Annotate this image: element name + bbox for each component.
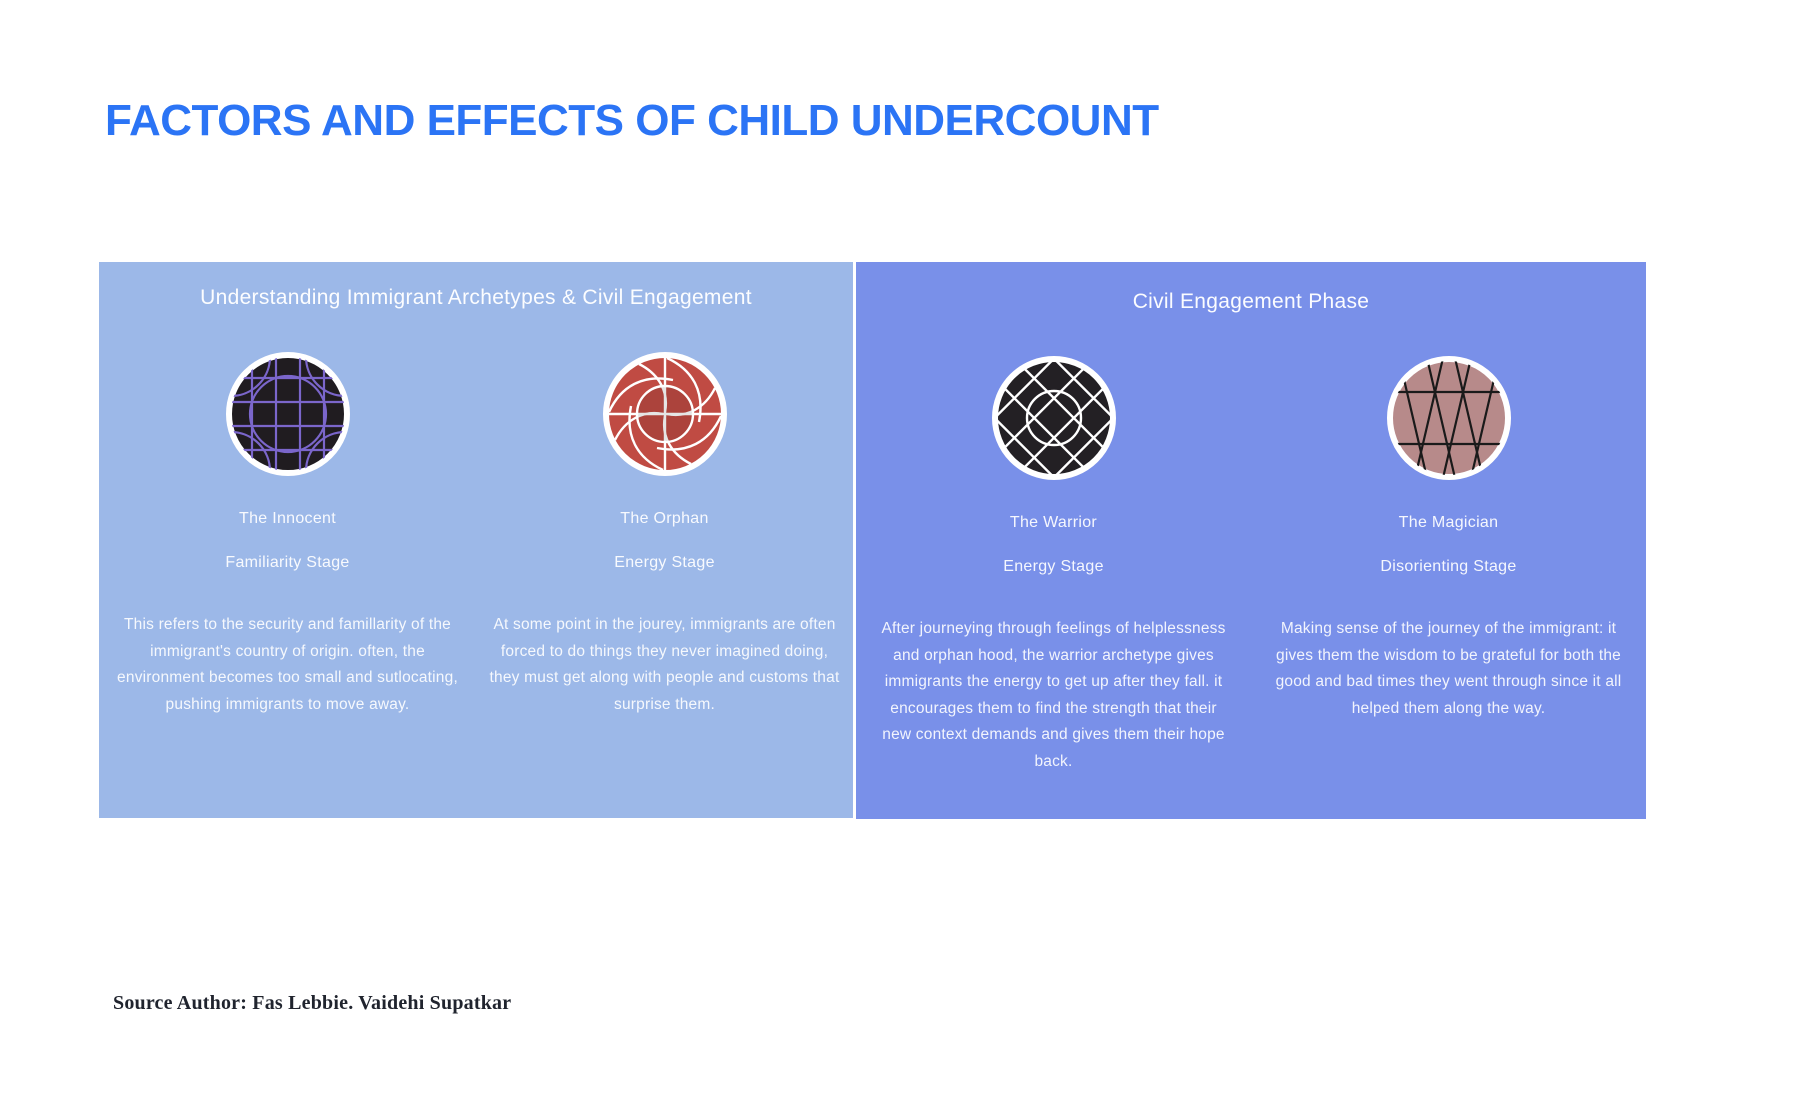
source-attribution: Source Author: Fas Lebbie. Vaidehi Supatkar: [113, 992, 512, 1014]
spiral-wheel-icon: [599, 348, 731, 480]
panel-left-title: Understanding Immigrant Archetypes & Civil Engagement: [200, 286, 752, 309]
card-stage: Familiarity Stage: [225, 554, 350, 571]
card-description: At some point in the jourey, immigrants are often forced to do things they never imagined doing, they must get along with people and customs that surprise them.: [489, 616, 840, 713]
card-the-magician: [1251, 314, 1646, 819]
globe-grid-icon: [222, 348, 354, 480]
card-name: The Innocent: [239, 510, 336, 527]
card-the-innocent: [99, 310, 476, 818]
panel-right-title: Civil Engagement Phase: [1132, 290, 1370, 313]
card-description: Making sense of the journey of the immigrant: it gives them the wisdom to be grateful for both the good and bad times they went through since it all helped them along the way.: [1275, 620, 1622, 717]
panel-left-cards: [99, 310, 853, 818]
card-description: This refers to the security and famillarity of the immigrant's country of origin. often, the environment becomes too small and sutlocating, pushing immigrants to move away.: [117, 616, 458, 713]
panel-civil-engagement: [856, 262, 1646, 819]
card-name: The Orphan: [620, 510, 709, 527]
card-stage: Disorienting Stage: [1380, 558, 1517, 575]
archetype-panels: [99, 262, 1646, 819]
card-name: The Magician: [1398, 514, 1499, 531]
panel-immigrant-archetypes: [99, 262, 853, 818]
card-the-warrior: [856, 314, 1251, 819]
card-name: The Warrior: [1009, 514, 1098, 531]
page-title: FACTORS AND EFFECTS OF CHILD UNDERCOUNT: [105, 96, 1159, 145]
card-description: After journeying through feelings of helplessness and orphan hood, the warrior archetype gives immigrants the energy to get up after they fall. it encourages them to find the strength that their new context demands and gives them their hope back.: [881, 620, 1226, 770]
card-stage: Energy Stage: [1003, 558, 1104, 575]
triangle-lattice-icon: [1383, 352, 1515, 484]
card-stage: Energy Stage: [614, 554, 715, 571]
panel-right-cards: [856, 314, 1646, 819]
diamond-lattice-icon: [988, 352, 1120, 484]
card-the-orphan: [476, 310, 853, 818]
